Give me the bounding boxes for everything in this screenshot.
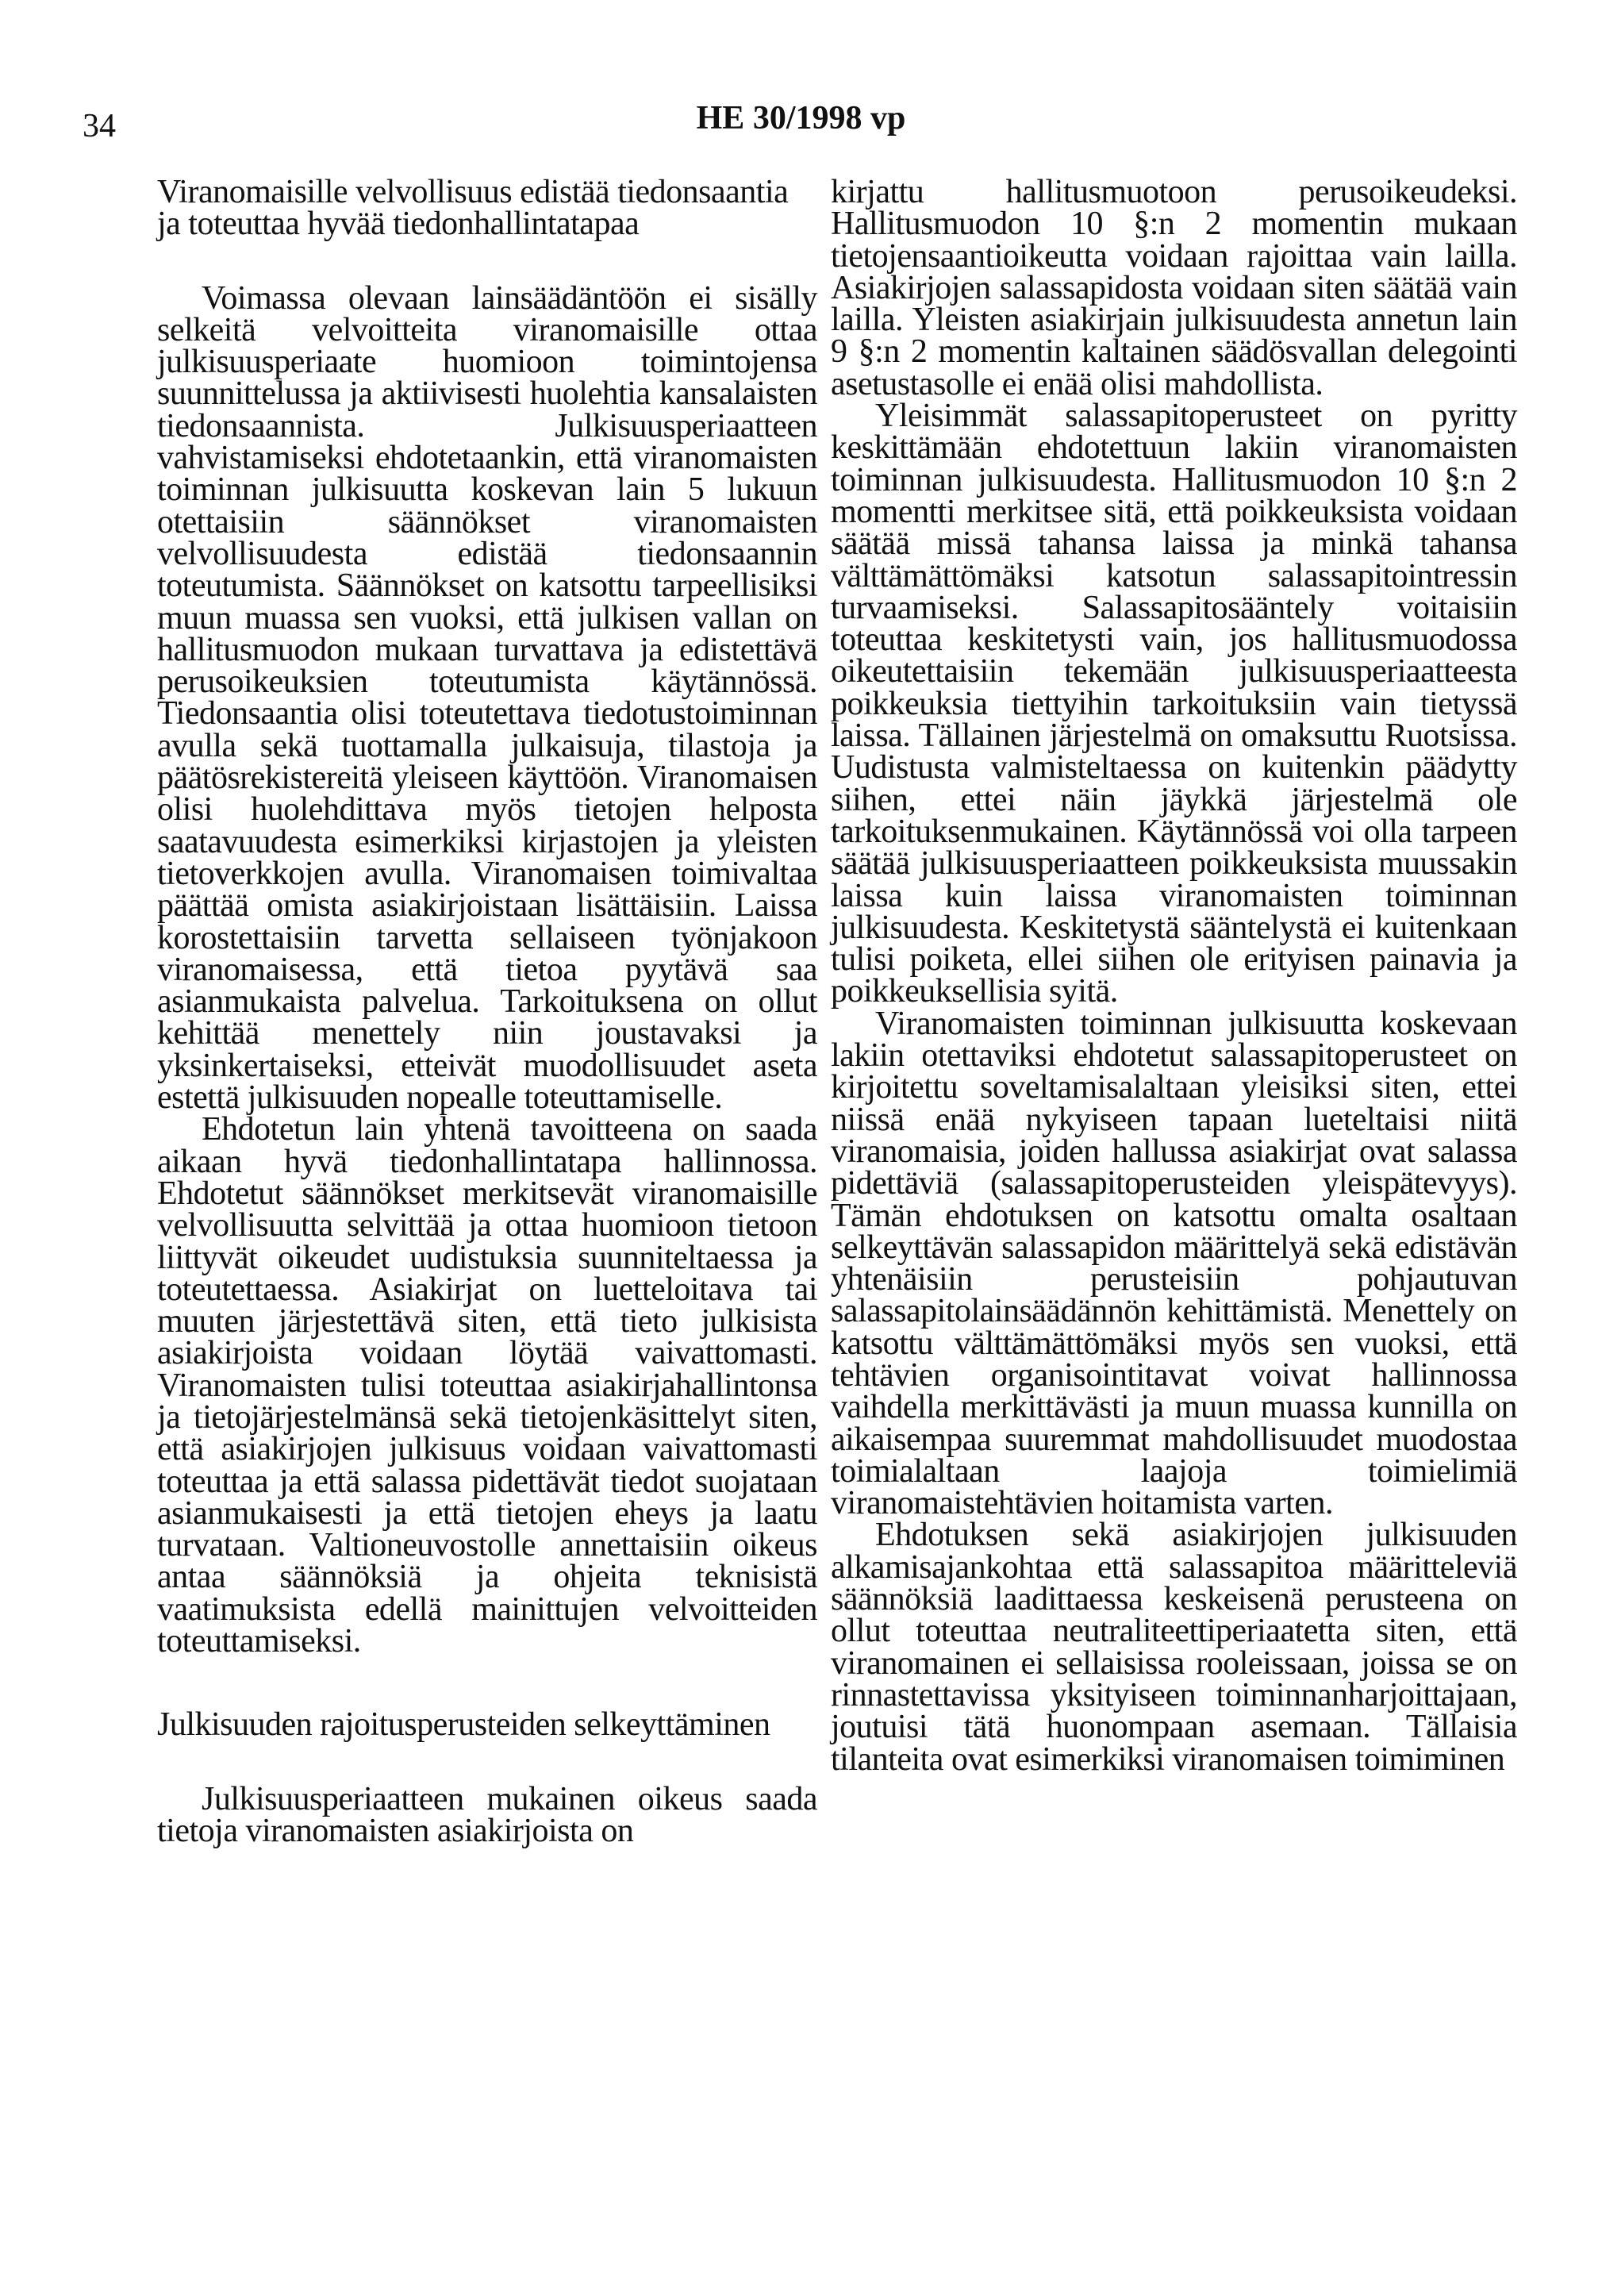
left-column: [157, 176, 817, 1847]
paragraph: Viranomaisten toiminnan julkisuutta koskevaan lakiin otettaviksi ehdotetut salassapitoperusteet on kirjoitettu soveltamisalaltaan yleisiksi siten, ettei niissä enää nykyiseen tapaan lueteltaisi niitä viranomaisia, joiden hallussa asiakirjat ovat salassa pidettäviä (salassapitoperusteiden yleispätevyys). Tämän ehdotuksen on katsottu omalta osaltaan selkeyttävän salassapidon määrittelyä sekä edistävän yhtenäisiin perusteisiin pohjautuvan salassapitolainsäädännön kehittämistä. Menettely on katsottu välttämättömäksi myös sen vuoksi, että tehtävien organisointitavat voivat hallinnossa vaihdella merkittävästi ja muun muassa kunnilla on aikaisempaa suuremmat mahdollisuudet muodostaa toimialaltaan laajoja toimielimiä viranomaistehtävien hoitamista varten.: [831, 1005, 1517, 1522]
running-header: HE 30/1998 vp: [696, 100, 906, 137]
paragraph: Ehdotetun lain yhtenä tavoitteena on saada aikaan hyvä tiedonhallintatapa hallinnossa. Ehdotetut säännökset merkitsevät viranomaisille velvollisuutta selvittää ja ottaa huomioon tietoon liittyvät oikeudet uudistuksia suunniteltaessa ja toteutettaessa. Asiakirjat on luetteloitava tai muuten järjestettävä siten, että tieto julkisista asiakirjoista voidaan löytää vaivattomasti. Viranomaisten tulisi toteuttaa asiakirjahallintonsa ja tietojärjestelmänsä sekä tietojenkäsittelyt siten, että asiakirjojen julkisuus voidaan vaivattomasti toteuttaa ja että salassa pidettävät tiedot suojataan asianmukaisesti ja että tietojen eheys ja laatu turvataan. Valtioneuvostolle annettaisiin oikeus antaa säännöksiä ja ohjeita teknisistä vaatimuksista edellä mainittujen velvoitteiden toteuttamiseksi.: [157, 1111, 817, 1660]
paragraph: kirjattu hallitusmuotoon perusoikeudeksi. Hallitusmuodon 10 §:n 2 momentin mukaan tietojensaantioikeutta voidaan rajoittaa vain lailla. Asiakirjojen salassapidosta voidaan siten säätää vain lailla. Yleisten asiakirjain julkisuudesta annetun lain 9 §:n 2 momentin kaltainen säädösvallan delegointi asetustasolle ei enää olisi mahdollista.: [831, 174, 1517, 402]
paragraph: Voimassa olevaan lainsäädäntöön ei sisälly selkeitä velvoitteita viranomaisille ottaa julkisuusperiaate huomioon toimintojensa suunnittelussa ja aktiivisesti huolehtia kansalaisten tiedonsaannista. Julkisuusperiaatteen vahvistamiseksi ehdotetaankin, että viranomaisten toiminnan julkisuutta koskevan lain 5 lukuun otettaisiin säännökset viranomaisten velvollisuudesta edistää tiedonsaannin toteutumista. Säännökset on katsottu tarpeellisiksi muun muassa sen vuoksi, että julkisen vallan on hallitusmuodon mukaan turvattava ja edistettävä perusoikeuksien toteutumista käytännössä. Tiedonsaantia olisi toteutettava tiedotustoiminnan avulla sekä tuottamalla julkaisuja, tilastoja ja päätösrekistereitä yleiseen käyttöön. Viranomaisen olisi huolehdittava myös tietojen helposta saatavuudesta esimerkiksi kirjastojen ja yleisten tietoverkkojen avulla. Viranomaisen toimivaltaa päättää omista asiakirjoistaan lisättäisiin. Laissa korostettaisiin tarvetta sellaiseen työnjakoon viranomaisessa, että tietoa pyytävä saa asianmukaista palvelua. Tarkoituksena on ollut kehittää menettely niin joustavaksi ja yksinkertaiseksi, etteivät muodollisuudet aseta estettä julkisuuden nopealle toteuttamiselle.: [157, 279, 817, 1117]
section-heading-rajoitusperusteet: Julkisuuden rajoitusperusteiden selkeyttäminen: [157, 1706, 770, 1744]
paragraph: Ehdotuksen sekä asiakirjojen julkisuuden alkamisajankohtaa että salassapitoa määritteleviä säännöksiä laadittaessa keskeisenä perusteena on ollut toteuttaa neutraliteettiperiaatetta siten, että viranomainen ei sellaisissa rooleissaan, joissa se on rinnastettavissa yksityiseen toiminnanharjoittajaan, joutuisi tätä huonompaan asemaan. Tällaisia tilanteita ovat esimerkiksi viranomaisen toimiminen: [831, 1517, 1517, 1778]
section-heading-tiedonsaanti: Viranomaisille velvollisuus edistää tiedonsaantia ja toteuttaa hyvää tiedonhallintatapaa: [157, 174, 789, 243]
page-number: 34: [83, 108, 116, 144]
paragraph: Yleisimmät salassapitoperusteet on pyritty keskittämään ehdotettuun lakiin viranomaisten toiminnan julkisuudesta. Hallitusmuodon 10 §:n 2 momentti merkitsee sitä, että poikkeuksista voidaan säätää missä tahansa laissa ja minkä tahansa välttämättömäksi katsotun salassapitointressin turvaamiseksi. Salassapitosääntely voitaisiin toteuttaa keskitetysti vain, jos hallitusmuodossa oikeutettaisiin tekemään julkisuusperiaatteesta poikkeuksia tiettyihin tarkoituksiin vain tietyssä laissa. Tällainen järjestelmä on omaksuttu Ruotsissa. Uudistusta valmisteltaessa on kuitenkin päädytty siihen, ettei näin jäykkä järjestelmä ole tarkoituksenmukainen. Käytännössä voi olla tarpeen säätää julkisuusperiaatteen poikkeuksista muussakin laissa kuin laissa viranomaisten toiminnan julkisuudesta. Keskitetystä sääntelystä ei kuitenkaan tulisi poiketa, ellei siihen ole erityisen painavia ja poikkeuksellisia syitä.: [831, 398, 1517, 1010]
right-column: [831, 174, 1517, 1778]
paragraph: Julkisuusperiaatteen mukainen oikeus saada tietoja viranomaisten asiakirjoista on: [157, 1780, 817, 1849]
